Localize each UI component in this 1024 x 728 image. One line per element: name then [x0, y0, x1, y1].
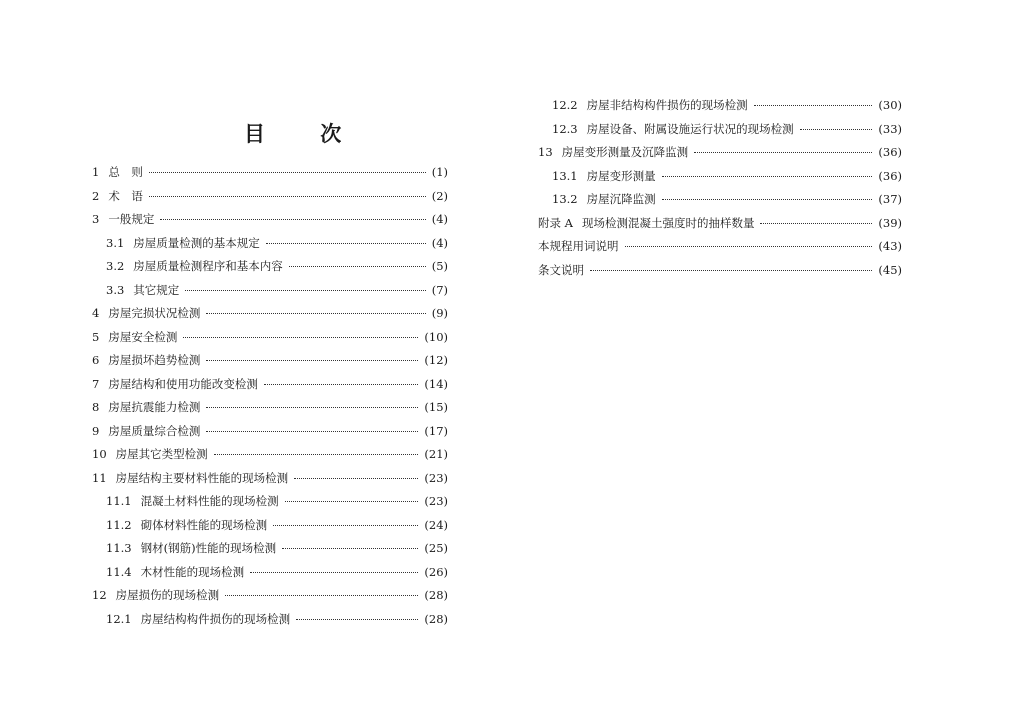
dot-leader [149, 195, 426, 197]
toc-entry-title: 木材性能的现场检测 [140, 564, 245, 579]
dot-leader [273, 524, 418, 526]
dot-leader [206, 430, 418, 432]
toc-entry-title: 条文说明 [538, 262, 584, 277]
dot-leader [296, 618, 418, 620]
dot-leader [754, 104, 873, 106]
toc-entry-title: 房屋结构和使用功能改变检测 [108, 376, 258, 391]
dot-leader [160, 218, 425, 220]
dot-leader [225, 594, 418, 596]
dot-leader [289, 265, 426, 267]
toc-entry-number: 11.2 [106, 517, 132, 532]
toc-entry-title: 房屋完损状况检测 [108, 306, 201, 320]
dot-leader [214, 453, 419, 455]
toc-entry-title: 术 语 [108, 188, 143, 203]
toc-left-column [92, 164, 448, 634]
toc-entry-number: 11.1 [106, 494, 132, 508]
toc-entry-page: (1) [431, 165, 448, 179]
toc-entry-number: 13.2 [552, 192, 578, 206]
toc-entry-number: 6 [92, 353, 100, 367]
toc-entry-title: 房屋安全检测 [108, 329, 178, 344]
toc-entry [92, 493, 448, 517]
toc-entry-title: 房屋其它类型检测 [115, 447, 208, 461]
dot-leader [282, 547, 418, 549]
toc-entry-page: (26) [424, 564, 448, 579]
toc-entry-title: 其它规定 [133, 282, 180, 297]
toc-entry [92, 305, 448, 329]
toc-entry-number: 5 [92, 329, 100, 344]
toc-right-column [538, 97, 902, 285]
toc-entry [538, 262, 902, 286]
toc-entry [92, 517, 448, 541]
toc-entry-page: (30) [878, 98, 902, 112]
toc-entry-page: (45) [878, 262, 902, 277]
toc-entry [92, 258, 448, 282]
toc-entry [92, 282, 448, 306]
toc-entry [92, 540, 448, 564]
dot-leader [206, 312, 425, 314]
toc-entry-title: 现场检测混凝土强度时的抽样数量 [581, 215, 755, 230]
toc-entry [538, 215, 902, 239]
dot-leader [250, 571, 418, 573]
toc-entry [538, 191, 902, 215]
toc-entry-number: 3.2 [106, 259, 125, 273]
dot-leader [264, 383, 419, 385]
dot-leader [285, 500, 419, 502]
toc-entry-number: 13 [538, 145, 553, 159]
toc-entry [92, 329, 448, 353]
toc-entry-title: 房屋设备、附属设施运行状况的现场检测 [586, 121, 794, 136]
toc-entry [92, 352, 448, 376]
toc-entry [92, 164, 448, 188]
toc-entry-number: 11 [92, 470, 107, 485]
toc-entry-number: 12.2 [552, 98, 578, 112]
toc-entry-number: 1 [92, 165, 100, 179]
toc-entry [92, 376, 448, 400]
toc-entry [92, 235, 448, 259]
dot-leader [760, 222, 872, 224]
toc-entry [538, 238, 902, 262]
toc-entry-number: 13.1 [552, 168, 578, 183]
toc-entry-title: 总 则 [108, 165, 143, 179]
toc-entry-page: (23) [424, 494, 448, 508]
toc-entry-page: (15) [424, 400, 448, 414]
toc-entry-page: (9) [431, 306, 448, 320]
toc-entry-page: (2) [431, 188, 448, 203]
toc-entry [538, 97, 902, 121]
toc-entry-page: (4) [431, 235, 448, 250]
toc-entry-number: 12 [92, 588, 107, 602]
toc-entry-page: (36) [878, 145, 902, 159]
dot-leader [294, 477, 418, 479]
toc-entry [538, 144, 902, 168]
toc-entry-page: (37) [878, 192, 902, 206]
dot-leader [183, 336, 418, 338]
toc-entry-number: 7 [92, 376, 100, 391]
toc-entry [92, 446, 448, 470]
toc-entry-title: 房屋结构构件损伤的现场检测 [140, 611, 291, 626]
toc-entry-title: 房屋质量检测的基本规定 [133, 235, 260, 250]
toc-entry-number: 12.3 [552, 121, 578, 136]
toc-entry-title: 房屋结构主要材料性能的现场检测 [115, 470, 289, 485]
toc-entry-number: 2 [92, 188, 100, 203]
toc-entry-title: 砌体材料性能的现场检测 [140, 517, 268, 532]
toc-entry-title: 房屋质量检测程序和基本内容 [133, 259, 283, 273]
toc-entry-page: (14) [424, 376, 448, 391]
toc-entry-number: 3.1 [106, 235, 125, 250]
toc-entry-page: (39) [878, 215, 902, 230]
dot-leader [206, 359, 418, 361]
toc-entry [92, 587, 448, 611]
toc-entry-title: 一般规定 [108, 212, 155, 226]
toc-entry-title: 房屋非结构构件损伤的现场检测 [586, 98, 748, 112]
toc-entry [92, 423, 448, 447]
toc-entry [92, 188, 448, 212]
toc-entry-title: 混凝土材料性能的现场检测 [140, 494, 279, 508]
dot-leader [185, 289, 425, 291]
toc-entry [92, 211, 448, 235]
toc-entry-page: (7) [431, 282, 448, 297]
toc-entry-number: 12.1 [106, 611, 132, 626]
toc-entry-number: 3.3 [106, 282, 125, 297]
dot-leader [662, 198, 873, 200]
dot-leader [206, 406, 418, 408]
dot-leader [800, 128, 873, 130]
dot-leader [149, 171, 426, 173]
toc-entry-page: (17) [424, 423, 448, 438]
toc-entry [92, 564, 448, 588]
toc-entry-number: 4 [92, 306, 100, 320]
toc-entry-title: 房屋变形测量 [586, 168, 656, 183]
toc-entry [538, 168, 902, 192]
toc-entry [92, 611, 448, 635]
dot-leader [266, 242, 426, 244]
toc-entry [538, 121, 902, 145]
toc-entry-number: 10 [92, 447, 107, 461]
dot-leader [662, 175, 873, 177]
toc-entry-number: 3 [92, 212, 100, 226]
toc-entry-page: (23) [424, 470, 448, 485]
toc-entry-title: 房屋沉降监测 [586, 192, 656, 206]
toc-entry-title: 房屋损伤的现场检测 [115, 588, 220, 602]
toc-entry-page: (25) [424, 541, 448, 555]
toc-entry-page: (12) [424, 353, 448, 367]
toc-entry-page: (28) [424, 588, 448, 602]
toc-entry-page: (21) [424, 447, 448, 461]
toc-entry-number: 8 [92, 400, 100, 414]
dot-leader [694, 151, 872, 153]
toc-entry-page: (28) [424, 611, 448, 626]
toc-entry-number: 附录 A [538, 215, 573, 230]
dot-leader [625, 245, 873, 247]
toc-entry-title: 房屋损坏趋势检测 [108, 353, 201, 367]
toc-entry-page: (36) [878, 168, 902, 183]
page-title: 目 次 [244, 122, 366, 146]
toc-entry-title: 本规程用词说明 [538, 239, 619, 253]
toc-entry-page: (10) [424, 329, 448, 344]
dot-leader [590, 269, 872, 271]
toc-entry-title: 房屋变形测量及沉降监测 [561, 145, 689, 159]
toc-entry-page: (43) [878, 239, 902, 253]
toc-entry-page: (5) [431, 259, 448, 273]
toc-entry-title: 钢材(钢筋)性能的现场检测 [140, 541, 277, 555]
toc-entry-number: 11.3 [106, 541, 132, 555]
toc-entry [92, 470, 448, 494]
toc-entry-number: 11.4 [106, 564, 132, 579]
toc-entry [92, 399, 448, 423]
toc-entry-page: (33) [878, 121, 902, 136]
toc-entry-title: 房屋抗震能力检测 [108, 400, 201, 414]
toc-entry-number: 9 [92, 423, 100, 438]
toc-entry-title: 房屋质量综合检测 [108, 423, 201, 438]
toc-entry-page: (4) [431, 212, 448, 226]
toc-entry-page: (24) [424, 517, 448, 532]
